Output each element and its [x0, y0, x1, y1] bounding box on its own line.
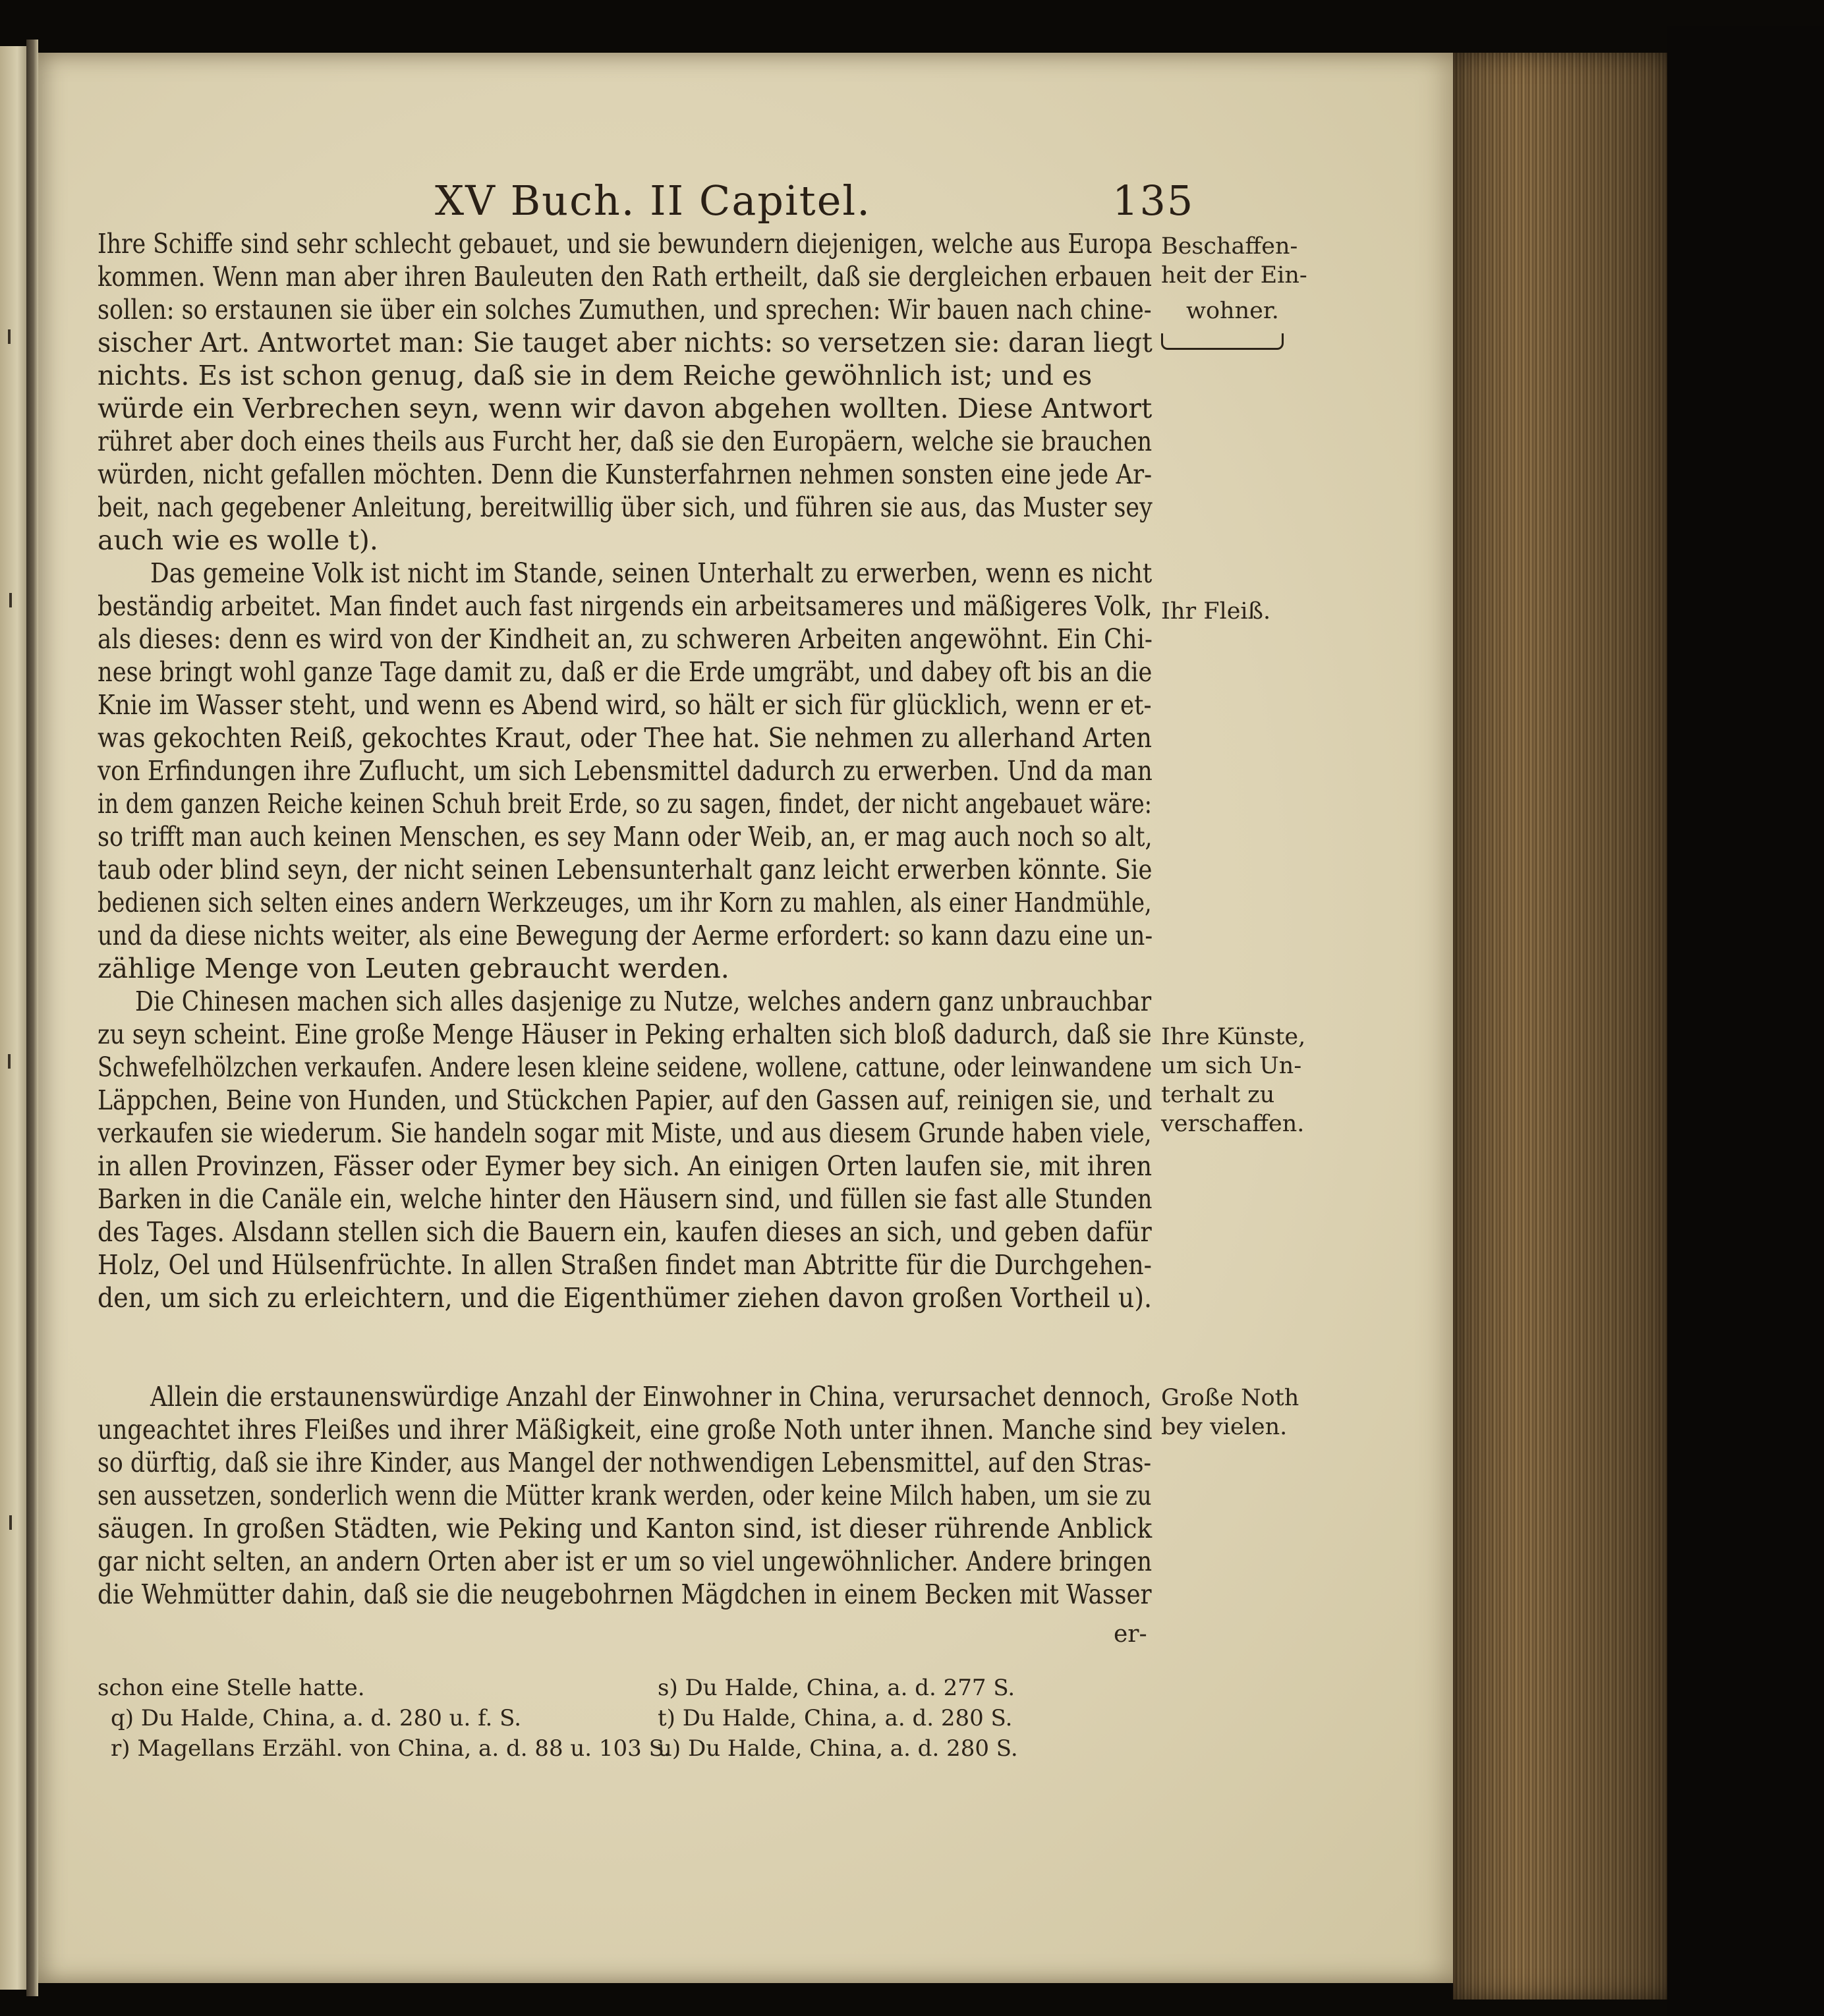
page-number: 135 [1112, 177, 1195, 225]
facing-page-edge [0, 46, 29, 1990]
left-page-mark [9, 593, 12, 607]
text-line: kommen. Wenn man aber ihren Bauleuten den Rath ertheilt, daß sie dergleichen erbauen [98, 261, 1153, 293]
footnote: s) Du Halde, China, a. d. 277 S. [658, 1675, 1015, 1701]
footnote: u) Du Halde, China, a. d. 280 S. [658, 1735, 1018, 1762]
marginal-bracket [1161, 333, 1284, 350]
text-line: und da diese nichts weiter, als eine Bewegung der Aerme erfordert: so kann dazu eine un- [98, 920, 1153, 951]
marginal-note-line: um sich Un- [1161, 1053, 1302, 1079]
text-line: was gekochten Reiß, gekochtes Kraut, oder Thee hat. Sie nehmen zu allerhand Arten [98, 722, 1153, 754]
left-page-mark [8, 329, 11, 344]
text-line: ungeachtet ihres Fleißes und ihrer Mäßigkeit, eine große Noth unter ihnen. Manche sind [98, 1414, 1153, 1445]
text-line: Läppchen, Beine von Hunden, und Stückchen Papier, auf den Gassen auf, reinigen sie, und [98, 1084, 1153, 1116]
text-line: beit, nach gegebener Anleitung, bereitwillig über sich, und führen sie aus, das Muster sey [98, 491, 1153, 523]
gutter [26, 40, 38, 1996]
text-line: in dem ganzen Reiche keinen Schuh breit Erde, so zu sagen, findet, der nicht angebauet wäre: [98, 788, 1152, 820]
text-line: Die Chinesen machen sich alles dasjenige zu Nutze, welches andern ganz unbrauchbar [135, 986, 1152, 1017]
text-line: Knie im Wasser steht, und wenn es Abend wird, so hält er sich für glücklich, wenn er et- [98, 689, 1152, 721]
text-line: nese bringt wohl ganze Tage damit zu, daß er die Erde umgräbt, und dabey oft bis an die [98, 656, 1153, 688]
text-line: rühret aber doch eines theils aus Furcht her, daß sie den Europäern, welche sie brauchen [98, 426, 1153, 457]
text-line: säugen. In großen Städten, wie Peking und Kanton sind, ist dieser rührende Anblick [98, 1513, 1153, 1544]
marginal-note-line: verschaffen. [1161, 1111, 1305, 1137]
text-line: sen aussetzen, sonderlich wenn die Mütter krank werden, oder keine Milch haben, um sie zu [98, 1480, 1152, 1511]
text-line: zählige Menge von Leuten gebraucht werden. [98, 953, 729, 984]
text-line: des Tages. Alsdann stellen sich die Bauern ein, kaufen dieses an sich, und geben dafür [98, 1216, 1152, 1248]
left-page-mark [8, 1054, 11, 1069]
marginal-note-line: heit der Ein- [1161, 262, 1307, 289]
text-line: würde ein Verbrechen seyn, wenn wir davon abgehen wollten. Diese Antwort [98, 393, 1153, 424]
footnote: q) Du Halde, China, a. d. 280 u. f. S. [111, 1705, 522, 1731]
text-line: würden, nicht gefallen möchten. Denn die Kunsterfahrnen nehmen sonsten eine jede Ar- [98, 459, 1153, 490]
text-line: Allein die erstaunenswürdige Anzahl der Einwohner in China, verursachet dennoch, [150, 1381, 1152, 1413]
text-line: sischer Art. Antwortet man: Sie tauget aber nichts: so versetzen sie: daran liegt [98, 327, 1153, 358]
text-line: verkaufen sie wiederum. Sie handeln sogar mit Miste, und aus diesem Grunde haben viele, [98, 1117, 1152, 1149]
text-line: bedienen sich selten eines andern Werkzeuges, um ihr Korn zu mahlen, als einer Handmühle, [98, 887, 1152, 918]
text-line: Das gemeine Volk ist nicht im Stande, seinen Unterhalt zu erwerben, wenn es nicht [150, 557, 1153, 589]
text-line: taub oder blind seyn, der nicht seinen Lebensunterhalt ganz leicht erwerben könnte. Sie [98, 854, 1153, 885]
text-line: Holz, Oel und Hülsenfrüchte. In allen Straßen findet man Abtritte für die Durchgehen- [98, 1249, 1152, 1281]
marginal-note-line: Große Noth [1161, 1385, 1299, 1411]
footnote: r) Magellans Erzähl. von China, a. d. 88 u. 103 S. [111, 1735, 671, 1762]
text-line: zu seyn scheint. Eine große Menge Häuser in Peking erhalten sich bloß dadurch, daß sie [98, 1019, 1152, 1050]
marginal-note-line: bey vielen. [1161, 1414, 1288, 1440]
marginal-note-line: Beschaffen- [1161, 233, 1298, 260]
page-stack-shadow [1453, 53, 1670, 2000]
text-line: nichts. Es ist schon genug, daß sie in dem Reiche gewöhnlich ist; und es [98, 360, 1093, 391]
text-line: auch wie es wolle t). [98, 524, 378, 556]
text-line: so trifft man auch keinen Menschen, es sey Mann oder Weib, an, er mag auch noch so alt, [98, 821, 1153, 853]
text-line: die Wehmütter dahin, daß sie die neugebohrnen Mägdchen in einem Becken mit Wasser [98, 1579, 1152, 1610]
marginal-note-line: terhalt zu [1161, 1082, 1275, 1108]
footnote: t) Du Halde, China, a. d. 280 S. [658, 1705, 1013, 1731]
left-page-mark [9, 1515, 12, 1530]
text-line: in allen Provinzen, Fässer oder Eymer bey sich. An einigen Orten laufen sie, mit ihren [98, 1150, 1153, 1182]
footnote: schon eine Stelle hatte. [98, 1675, 365, 1701]
marginal-note-line: Ihr Fleiß. [1161, 598, 1271, 625]
text-line: beständig arbeitet. Man findet auch fast nirgends ein arbeitsameres und mäßigeres Volk, [98, 590, 1153, 622]
marginal-note-line: Ihre Künste, [1161, 1024, 1306, 1050]
book-cover [1667, 26, 1824, 2016]
text-line: so dürftig, daß sie ihre Kinder, aus Mangel der nothwendigen Lebensmittel, auf den Stras- [98, 1447, 1152, 1478]
text-line: Ihre Schiffe sind sehr schlecht gebauet, und sie bewundern diejenigen, welche aus Europa [98, 228, 1153, 260]
text-line: Schwefelhölzchen verkaufen. Andere lesen kleine seidene, wollene, cattune, oder leinwandene [98, 1051, 1153, 1083]
catchword: er- [1114, 1621, 1147, 1648]
running-head: XV Buch. II Capitel. [435, 177, 871, 225]
text-line: den, um sich zu erleichtern, und die Eigenthümer ziehen davon großen Vortheil u). [98, 1282, 1153, 1314]
marginal-note-line: wohner. [1186, 298, 1279, 324]
text-line: als dieses: denn es wird von der Kindheit an, zu schweren Arbeiten angewöhnt. Ein Chi- [98, 623, 1153, 655]
text-line: Barken in die Canäle ein, welche hinter den Häusern sind, und füllen sie fast alle Stunden [98, 1183, 1153, 1215]
text-line: sollen: so erstaunen sie über ein solches Zumuthen, und sprechen: Wir bauen nach chine- [98, 294, 1152, 325]
text-line: gar nicht selten, an andern Orten aber ist er um so viel ungewöhnlicher. Andere bringen [98, 1546, 1153, 1577]
text-line: von Erfindungen ihre Zuflucht, um sich Lebensmittel dadurch zu erwerben. Und da man [98, 755, 1153, 787]
